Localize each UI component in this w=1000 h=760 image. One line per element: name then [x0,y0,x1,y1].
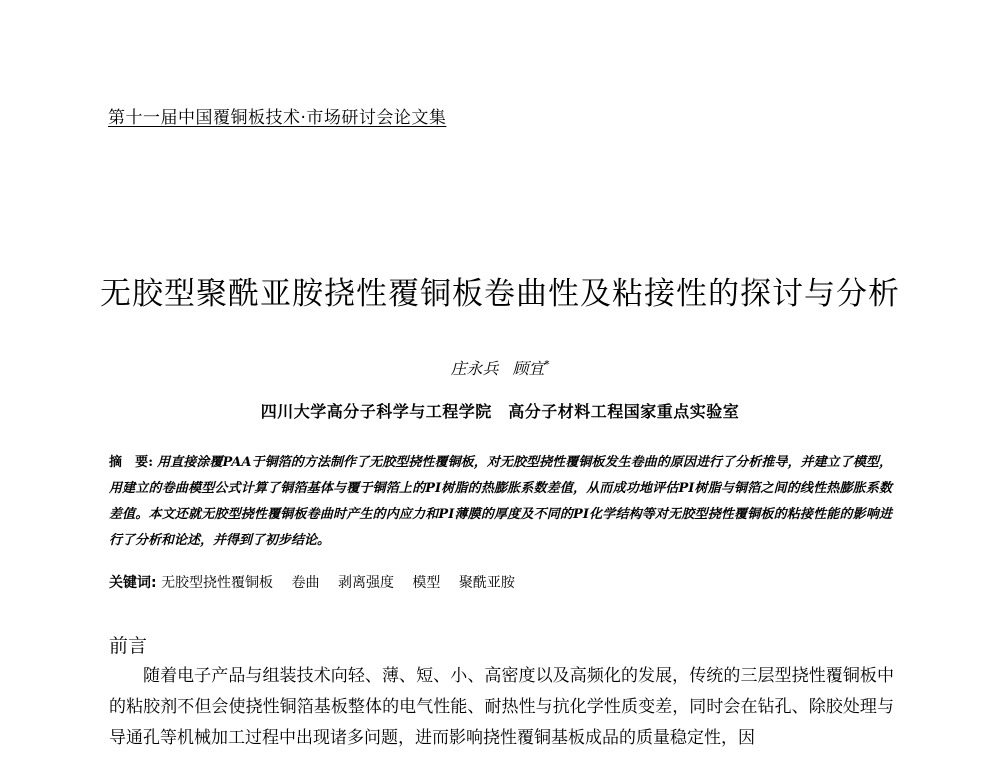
author-list [0,356,1000,379]
abstract-label: 摘 要: [109,455,154,470]
paper-title: 无胶型聚酰亚胺挠性覆铜板卷曲性及粘接性的探讨与分析 [100,276,900,312]
keywords-label: 关键词: [109,575,157,591]
keyword: 聚酰亚胺 [458,575,515,591]
corresponding-author-mark: * [544,359,550,371]
author-name: 顾宜 [512,359,545,378]
body-paragraph: 随着电子产品与组装技术向轻、薄、短、小、高密度以及高频化的发展，传统的三层型挠性覆铜板中的粘胶剂不但会使挠性铜箔基板整体的电气性能、耐热性与抗化学性质变差，同时会在钻孔、除胶处理与导通孔等机械加工过程中出现诸多问题，进而影响挠性覆铜基板成品的质量稳定性，因 [109,666,894,748]
author-name: 庄永兵 [450,359,499,378]
abstract [109,450,892,554]
abstract-text: 用直接涂覆PAA于铜箔的方法制作了无胶型挠性覆铜板，对无胶型挠性覆铜板发生卷曲的原因进行了分析推导，并建立了模型，用建立的卷曲模型公式计算了铜箔基体与覆于铜箔上的PI树脂的热膨胀系数差值，从而成功地评估PI树脂与铜箔之间的线性热膨胀系数差值。本文还就无胶型挠性覆铜板卷曲时产生的内应力和PI薄膜的厚度及不同的PI化学结构等对无胶型挠性覆铜板的粘接性能的影响进行了分析和论述，并得到了初步结论。 [109,455,892,548]
section-heading: 前言 [109,635,148,657]
keyword: 无胶型挠性覆铜板 [161,575,274,591]
keyword: 卷曲 [291,575,320,591]
keyword: 模型 [412,575,441,591]
affiliation: 四川大学高分子科学与工程学院 高分子材料工程国家重点实验室 [260,402,740,421]
keywords [109,572,529,592]
running-header: 第十一届中国覆铜板技术·市场研讨会论文集 [108,108,447,128]
keyword: 剥离强度 [337,575,394,591]
